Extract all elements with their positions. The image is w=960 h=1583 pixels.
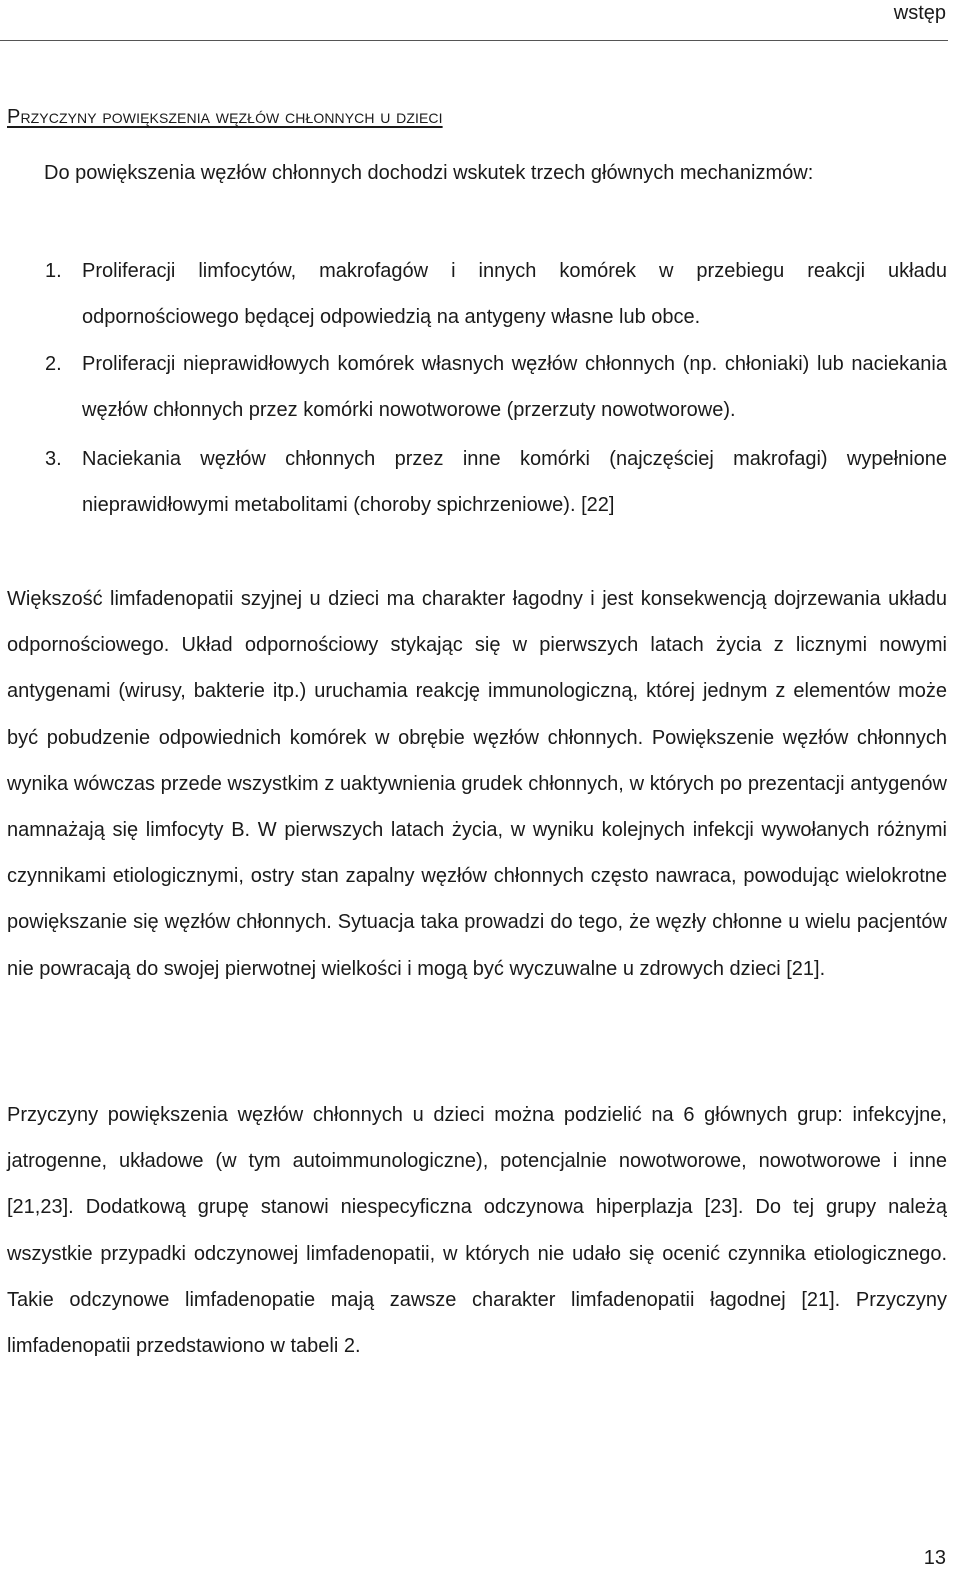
body-paragraph: Przyczyny powiększenia węzłów chłonnych u dzieci można podzielić na 6 głównych grup: infekcyjne, jatrogenne, układowe (w tym autoimmunologiczne), potencjalnie nowotworowe, nowotworowe i inne [21,23]. Dodatkową grupę stanowi niespecyficzna odczynowa hiperplazja [23]. Do tej grupy należą wszystkie przypadki odczynowej limfadenopatii, w których nie udało się ocenić czynnika etiologicznego. Takie odczynowe limfadenopatie mają zawsze charakter limfadenopatii łagodnej [21]. Przyczyny limfadenopatii przedstawiono w tabeli 2. [7, 1104, 947, 1358]
list-item [45, 436, 947, 528]
body-paragraph: Większość limfadenopatii szyjnej u dzieci ma charakter łagodny i jest konsekwencją dojrzewania układu odpornościowego. Układ odpornościowy stykając się w pierwszych latach życia z licznymi nowymi antygenami (wirusy, bakterie itp.) uruchamia reakcję immunologiczną, której jednym z elementów może być pobudzenie odpowiednich komórek w obrębie węzłów chłonnych. Powiększenie węzłów chłonnych wynika wówczas przede wszystkim z uaktywnienia grudek chłonnych, w których po prezentacji antygenów namnażają się limfocyty B. W pierwszych latach życia, w wyniku kolejnych infekcji wywołanych różnymi czynnikami etiologicznymi, ostry stan zapalny węzłów chłonnych często nawraca, powodując wielokrotne powiększanie się węzłów chłonnych. Sytuacja taka prowadzi do tego, że węzły chłonne u wielu pacjentów nie powracają do swojej pierwotnej wielkości i mogą być wyczuwalne u zdrowych dzieci [21]. [7, 588, 947, 980]
list-item-text: Proliferacji limfocytów, makrofagów i innych komórek w przebiegu reakcji układu odpornościowego będącej odpowiedzią na antygeny własne lub obce. [82, 260, 947, 328]
list-item-number: 3. [45, 448, 62, 470]
list-item-text: Proliferacji nieprawidłowych komórek własnych węzłów chłonnych (np. chłoniaki) lub naciekania węzłów chłonnych przez komórki nowotworowe (przerzuty nowotworowe). [82, 353, 947, 421]
list-item-number: 1. [45, 260, 62, 282]
list-item-text: Naciekania węzłów chłonnych przez inne komórki (najczęściej makrofagi) wypełnione nieprawidłowymi metabolitami (choroby spichrzeniowe). [22] [82, 448, 947, 516]
list-item [45, 248, 947, 340]
list-item-number: 2. [45, 353, 62, 375]
mechanisms-list [45, 248, 947, 528]
section-title: Przyczyny powiększenia węzłów chłonnych u dzieci [7, 106, 443, 128]
running-header: wstęp [893, 2, 946, 24]
header-divider [0, 40, 948, 41]
page-number: 13 [923, 1547, 946, 1569]
intro-paragraph: Do powiększenia węzłów chłonnych dochodzi wskutek trzech głównych mechanizmów: [44, 162, 814, 184]
list-item [45, 341, 947, 433]
